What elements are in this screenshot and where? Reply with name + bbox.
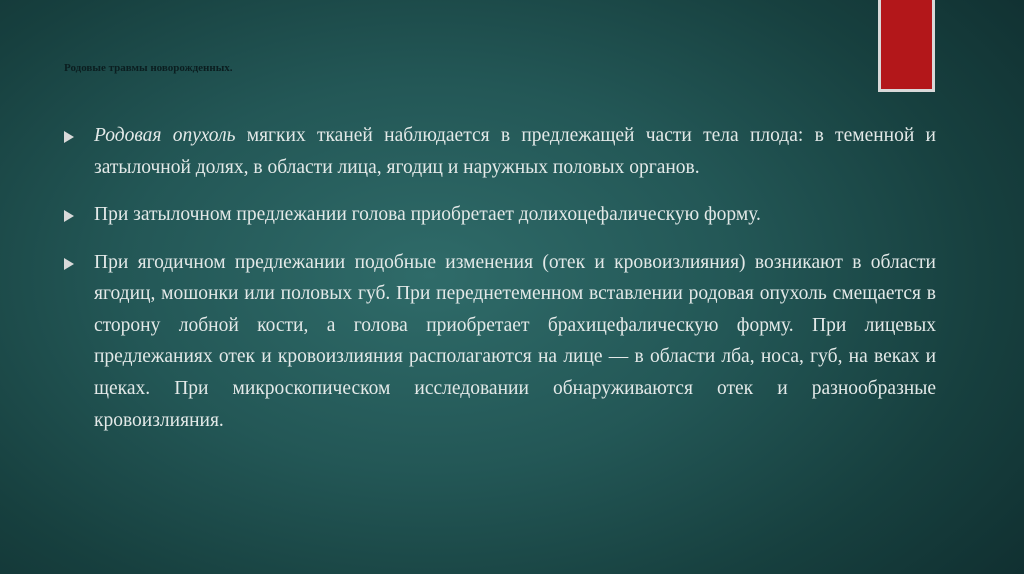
triangle-bullet-icon [64,131,74,143]
triangle-bullet-icon [64,258,74,270]
slide-title: Родовые травмы новорожденных. [64,62,233,74]
bullet-item [62,120,936,183]
bullet-text: При ягодичном предлежании подобные изменения (отек и кровоизлияния) возникают в области ягодиц, мошонки или половых губ. При переднетеменном вставлении родовая опухоль смещается в сторону лобной кости, а голова приобретает брахицефалическую форму. При лицевых предлежаниях отек и кровоизлияния располагаются на лице — в области лба, носа, губ, на веках и щеках. При микроскопическом исследовании обнаруживаются отек и разнообразные кровоизлияния. [94,251,936,431]
bullet-text: При затылочном предлежании голова приобретает долихоцефалическую форму. [94,204,761,226]
accent-bar [878,0,935,92]
bullet-list [62,120,936,436]
bullet-item [62,199,936,231]
bullet-text: мягких тканей наблюдается в предлежащей части тела плода: в теменной и затылочной долях, в области лица, ягодиц и наружных половых органов. [94,125,936,178]
bullet-emphasis: Родовая опухоль [94,125,236,146]
triangle-bullet-icon [64,210,74,222]
bullet-item [62,247,936,436]
